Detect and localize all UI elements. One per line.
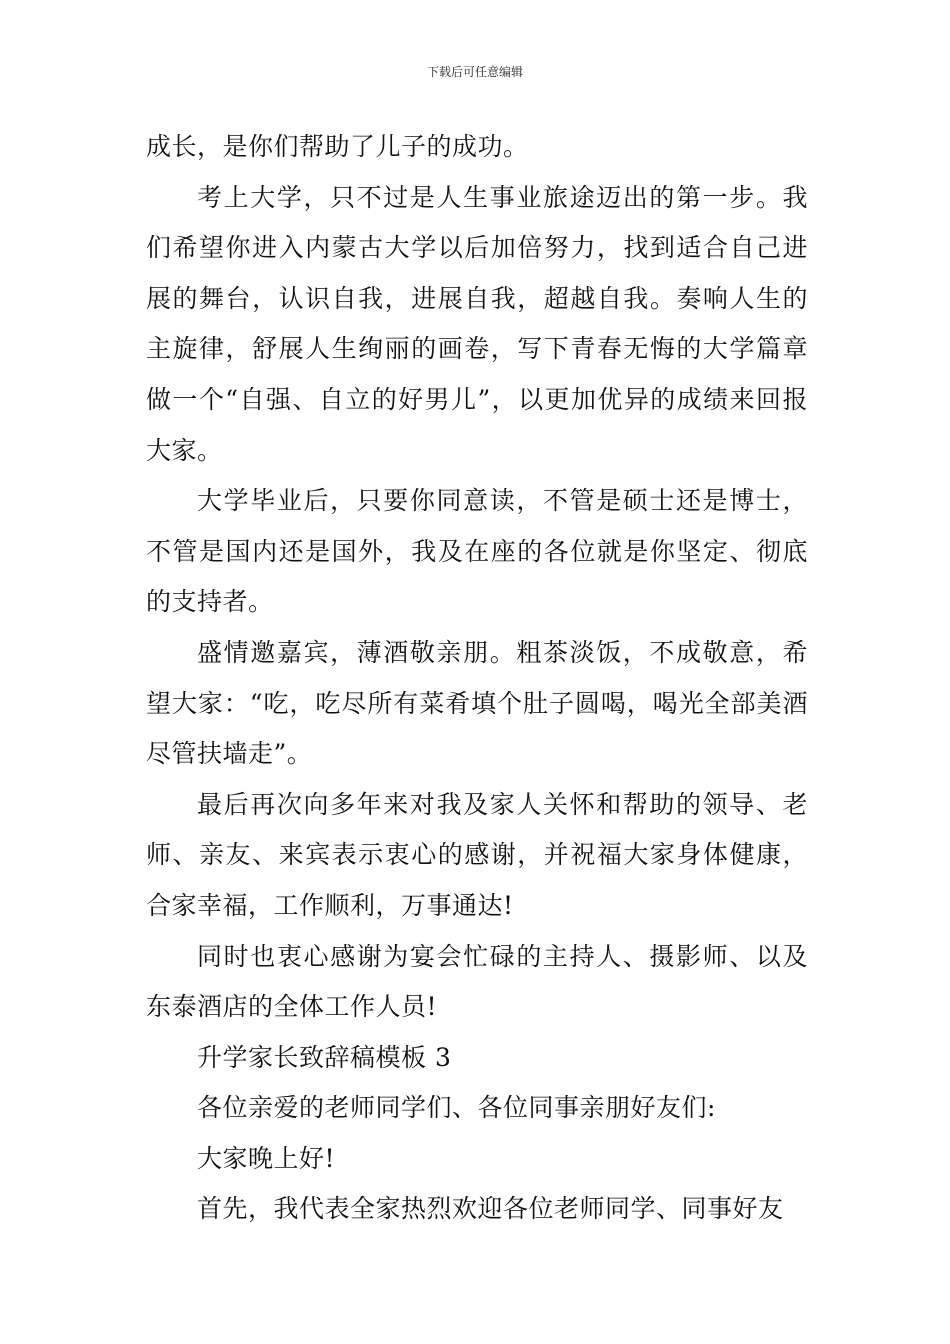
paragraph-staff-thanks: 同时也衷心感谢为宴会忙碌的主持人、摄影师、以及东泰酒店的全体工作人员! [146,941,808,1022]
section-heading: 升学家长致辞稿模板 3 [197,1042,452,1072]
paragraph-salutation: 各位亲爱的老师同学们、各位同事亲朋好友们: [197,1093,716,1123]
paragraph-thanks: 最后再次向多年来对我及家人关怀和帮助的领导、老师、亲友、来宾表示衷心的感谢，并祝福大家身体健康，合家幸福，工作顺利，万事通达! [146,789,808,920]
document-body [146,122,808,1235]
paragraph-banquet-welcome: 盛情邀嘉宾，薄酒敬亲朋。粗茶淡饭，不成敬意，希望大家：“吃，吃尽所有菜肴填个肚子圆喝，喝光全部美酒尽管扶墙走”。 [146,637,808,769]
header-note: 下载后可任意编辑 [426,65,523,79]
paragraph-greeting: 大家晚上好! [197,1143,336,1173]
paragraph-continuation: 成长，是你们帮助了儿子的成功。 [146,132,529,161]
paragraph-university-first-step: 考上大学，只不过是人生事业旅途迈出的第一步。我们希望你进入内蒙古大学以后加倍努力，找到适合自己进展的舞台，认识自我，进展自我，超越自我。奏响人生的主旋律，舒展人生绚丽的画卷，写下青春无悔的大学篇章做一个“自强、自立的好男儿”，以更加优异的成绩来回报大家。 [146,182,808,465]
paragraph-graduate-support: 大学毕业后，只要你同意读，不管是硕士还是博士，不管是国内还是国外，我及在座的各位就是你坚定、彻底的支持者。 [146,486,808,617]
paragraph-opening: 首先，我代表全家热烈欢迎各位老师同学、同事好友 [197,1194,784,1224]
